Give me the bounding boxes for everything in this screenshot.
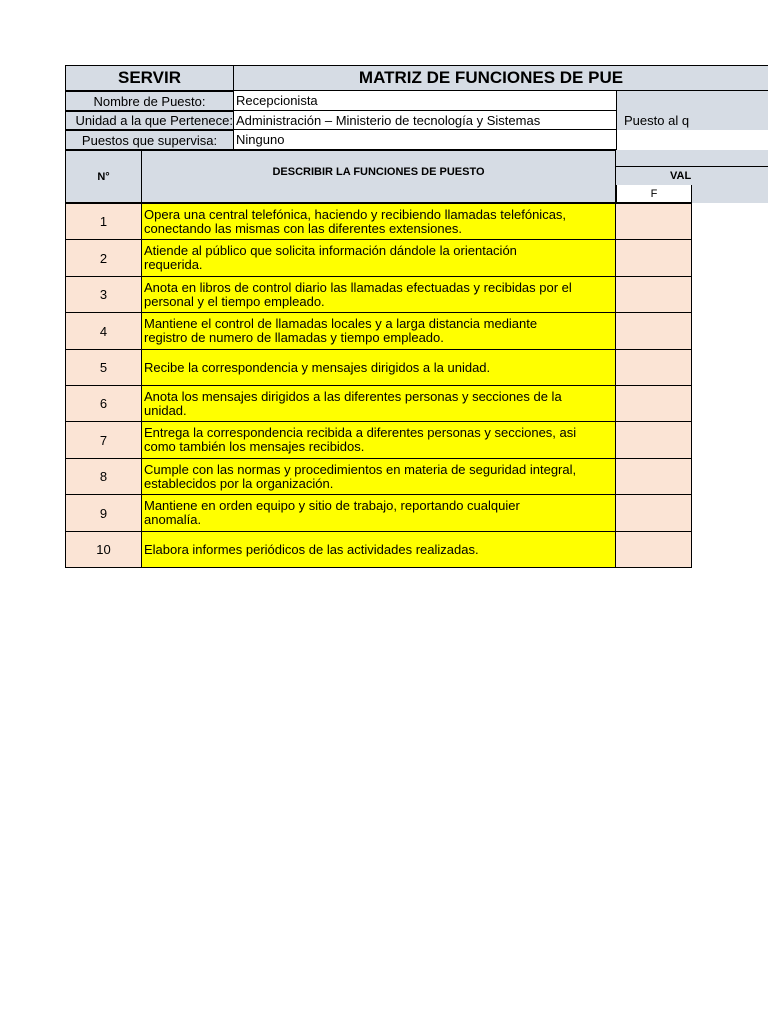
row-function-text: Anota en libros de control diario las llamadas efectuadas y recibidas por el personal y el tiempo empleado.	[144, 279, 572, 309]
row-function-cell	[142, 239, 616, 277]
row-function-text: Cumple con las normas y procedimientos en materia de seguridad integral, establecidos por la organización.	[144, 461, 577, 491]
row-value-cell	[616, 421, 692, 459]
row-number-cell	[65, 494, 142, 532]
row-function-cell	[142, 421, 616, 459]
unidad-label: Unidad a la que Pertenece:	[75, 113, 233, 128]
row-number-cell	[65, 421, 142, 459]
nombre-label-cell	[65, 91, 234, 111]
row-number-cell	[65, 458, 142, 495]
col-header-number-text: N°	[97, 170, 110, 183]
row-number-cell	[65, 276, 142, 313]
row-value-cell	[616, 276, 692, 313]
row-function-cell	[142, 349, 616, 386]
row-number: 8	[99, 469, 108, 484]
row-value-cell	[616, 494, 692, 532]
col-header-number	[65, 150, 142, 203]
row-value-cell	[616, 312, 692, 350]
row-function-cell	[142, 203, 616, 240]
document-title-cell	[234, 65, 768, 91]
row-number-cell	[65, 531, 142, 568]
brand-text: SERVIR	[118, 68, 181, 87]
row-function-cell	[142, 385, 616, 422]
row-number: 4	[99, 323, 108, 339]
val-header-top	[616, 150, 768, 167]
col-header-functions-text: DESCRIBIR LA FUNCIONES DE PUESTO	[272, 166, 485, 178]
row-number-cell	[65, 203, 142, 240]
val-header-text: VAL	[670, 170, 692, 182]
row-number: 3	[99, 287, 108, 302]
row-number-cell	[65, 239, 142, 277]
col-header-functions	[142, 150, 616, 203]
nombre-extra-cell	[616, 91, 768, 111]
unidad-label-cell	[65, 111, 234, 130]
nombre-value-cell	[234, 91, 616, 111]
supervisa-label-cell	[65, 130, 234, 150]
supervisa-value: Ninguno	[236, 132, 285, 147]
row-value-cell	[616, 239, 692, 277]
row-function-cell	[142, 494, 616, 532]
val-header-cell	[616, 167, 768, 185]
document-title: MATRIZ DE FUNCIONES DE PUE	[358, 68, 624, 87]
row-function-text: Atiende al público que solicita información dándole la orientación requerida.	[144, 243, 517, 272]
row-number: 10	[96, 542, 111, 557]
row-value-cell	[616, 349, 692, 386]
supervisa-label: Puestos que supervisa:	[81, 132, 218, 148]
nombre-label: Nombre de Puesto:	[93, 93, 206, 109]
unidad-value: Administración – Ministerio de tecnología y Sistemas	[236, 112, 541, 128]
supervisa-extra-cell	[616, 130, 768, 150]
row-value-cell	[616, 203, 692, 240]
row-function-cell	[142, 531, 616, 568]
row-function-text: Anota los mensajes dirigidos a las diferentes personas y secciones de la unidad.	[144, 388, 562, 418]
puesto-label-cell	[616, 111, 768, 130]
row-number-cell	[65, 349, 142, 386]
row-number-cell	[65, 385, 142, 422]
row-function-text: Elabora informes periódicos de las actividades realizadas.	[144, 541, 479, 557]
row-number: 1	[99, 214, 108, 229]
row-value-cell	[616, 531, 692, 568]
row-function-text: Mantiene en orden equipo y sitio de trabajo, reportando cualquier anomalía.	[144, 498, 520, 527]
row-function-cell	[142, 458, 616, 495]
row-number: 7	[99, 432, 108, 448]
row-value-cell	[616, 385, 692, 422]
val-header-extra	[692, 185, 768, 203]
row-function-text: Recibe la correspondencia y mensajes dirigidos a la unidad.	[144, 359, 491, 375]
row-number: 6	[99, 396, 108, 411]
row-function-text: Opera una central telefónica, haciendo y recibiendo llamadas telefónicas, conectando las mismas con las diferentes extensiones.	[144, 206, 567, 236]
brand-cell	[65, 65, 234, 91]
supervisa-value-cell	[234, 130, 616, 150]
row-function-cell	[142, 276, 616, 313]
row-number: 5	[99, 360, 108, 375]
puesto-label: Puesto al q	[624, 113, 690, 128]
unidad-value-cell	[234, 111, 616, 130]
f-header-cell	[616, 185, 692, 203]
row-number-cell	[65, 312, 142, 350]
row-value-cell	[616, 458, 692, 495]
row-function-cell	[142, 312, 616, 350]
row-function-text: Entrega la correspondencia recibida a diferentes personas y secciones, asi como también los mensajes recibidos.	[144, 425, 577, 454]
row-number: 2	[99, 250, 108, 266]
nombre-value: Recepcionista	[236, 93, 318, 108]
row-number: 9	[99, 505, 108, 521]
f-header-text: F	[650, 187, 658, 200]
row-function-text: Mantiene el control de llamadas locales y a larga distancia mediante registro de numero de llamadas y tiempo empleado.	[144, 316, 538, 345]
